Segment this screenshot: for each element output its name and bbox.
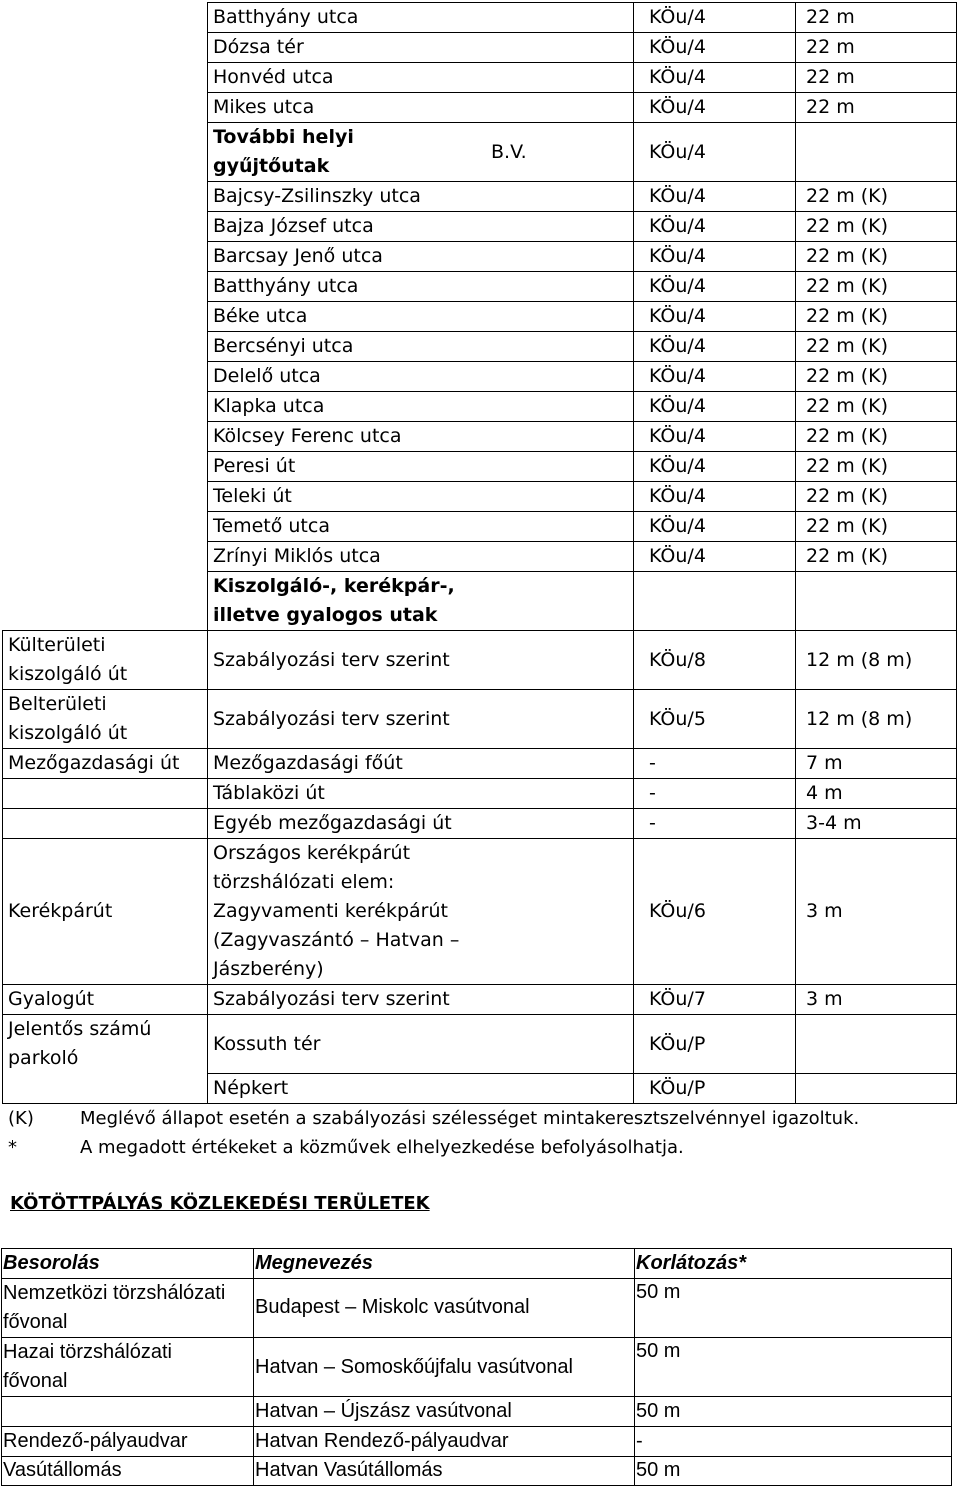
- regulation-code: KÖu/P: [649, 1032, 706, 1055]
- regulation-code: KÖu/4: [649, 484, 706, 507]
- road-width: 22 m (K): [806, 364, 889, 387]
- road-width: 3 m: [806, 987, 843, 1010]
- category-label: Gyalogút: [8, 987, 95, 1010]
- regulation-code: KÖu/4: [649, 65, 706, 88]
- road-width: 22 m: [806, 65, 855, 88]
- column-header-korlatozas: Korlátozás*: [636, 1251, 747, 1274]
- regulation-code: KÖu/4: [649, 334, 706, 357]
- street-name: Kossuth tér: [213, 1032, 321, 1055]
- street-name: Szabályozási terv szerint: [213, 707, 450, 730]
- road-width: 22 m (K): [806, 274, 889, 297]
- category-label: Külterületi kiszolgáló út: [8, 633, 128, 685]
- street-name: Peresi út: [213, 454, 296, 477]
- street-name: Teleki út: [213, 484, 292, 507]
- table-cell-name: Hatvan – Somoskőújfalu vasútvonal: [255, 1355, 573, 1378]
- road-width: 22 m (K): [806, 244, 889, 267]
- street-name: Mezőgazdasági főút: [213, 751, 403, 774]
- table-cell-category: Rendező-pályaudvar: [3, 1429, 188, 1452]
- table-cell-limit: 50 m: [636, 1340, 681, 1362]
- table-cell-name: Budapest – Miskolc vasútvonal: [255, 1296, 530, 1318]
- column-header-megnevezes: Megnevezés: [255, 1251, 373, 1274]
- footnote-text: A megadott értékeket a közművek elhelyezkedése befolyásolhatja.: [80, 1137, 684, 1158]
- road-width: 22 m (K): [806, 514, 889, 537]
- street-name: Kölcsey Ferenc utca: [213, 424, 402, 447]
- road-width: 22 m (K): [806, 334, 889, 357]
- road-width: 22 m (K): [806, 454, 889, 477]
- street-name: Táblaközi út: [213, 781, 325, 804]
- reference-mark: B.V.: [491, 140, 527, 163]
- street-name: Országos kerékpárút törzshálózati elem: Zagyvamenti kerékpárút (Zagyvaszántó – Hatvan – Jászberény): [213, 841, 460, 980]
- regulation-code: KÖu/4: [649, 35, 706, 58]
- category-label: Jelentős számú parkoló: [8, 1017, 152, 1069]
- road-width: 22 m (K): [806, 184, 889, 207]
- street-name: Batthyány utca: [213, 5, 359, 28]
- street-name: Delelő utca: [213, 364, 321, 387]
- category-label: Kerékpárút: [8, 899, 113, 922]
- regulation-code: KÖu/4: [649, 304, 706, 327]
- road-width: 4 m: [806, 781, 843, 804]
- street-name: Temető utca: [213, 514, 330, 537]
- street-name: Népkert: [213, 1076, 289, 1099]
- street-name: Bajcsy-Zsilinszky utca: [213, 184, 421, 207]
- road-width: 22 m (K): [806, 304, 889, 327]
- street-name: Batthyány utca: [213, 274, 359, 297]
- road-width: 3 m: [806, 899, 843, 922]
- road-width: 22 m: [806, 35, 855, 58]
- road-width: 22 m (K): [806, 484, 889, 507]
- group-heading: További helyi gyűjtőutak: [213, 125, 354, 177]
- street-name: Mikes utca: [213, 95, 315, 118]
- road-width: 22 m (K): [806, 424, 889, 447]
- road-width: 22 m (K): [806, 214, 889, 237]
- street-name: Bercsényi utca: [213, 334, 354, 357]
- regulation-code: KÖu/4: [649, 244, 706, 267]
- street-name: Zrínyi Miklós utca: [213, 544, 381, 567]
- footnote-text: Meglévő állapot esetén a szabályozási szélességet mintakeresztszelvénnyel igazoltuk.: [80, 1108, 860, 1129]
- footnote-symbol: (K): [8, 1108, 34, 1129]
- category-label: Belterületi kiszolgáló út: [8, 692, 128, 744]
- regulation-code: KÖu/4: [649, 364, 706, 387]
- road-width: 22 m: [806, 95, 855, 118]
- regulation-code: KÖu/P: [649, 1076, 706, 1099]
- regulation-code: KÖu/5: [649, 707, 706, 730]
- regulation-code: KÖu/4: [649, 274, 706, 297]
- table-cell-name: Hatvan Rendező-pályaudvar: [255, 1429, 509, 1452]
- road-width: 22 m (K): [806, 394, 889, 417]
- regulation-code: KÖu/4: [649, 5, 706, 28]
- regulation-code: KÖu/7: [649, 987, 706, 1010]
- footnote-symbol: *: [8, 1137, 17, 1158]
- regulation-code: KÖu/8: [649, 648, 706, 671]
- table-cell-limit: 50 m: [636, 1281, 681, 1303]
- section-title: KÖTÖTTPÁLYÁS KÖZLEKEDÉSI TERÜLETEK: [10, 1193, 430, 1214]
- road-width: 3-4 m: [806, 811, 862, 834]
- group-heading: Kiszolgáló-, kerékpár-, illetve gyalogos utak: [213, 574, 455, 626]
- table-cell-category: Vasútállomás: [3, 1459, 122, 1481]
- table-cell-limit: 50 m: [636, 1459, 681, 1481]
- column-header-besorolas: Besorolás: [3, 1251, 100, 1274]
- table-cell-limit: 50 m: [636, 1399, 681, 1422]
- category-label: Mezőgazdasági út: [8, 751, 180, 774]
- regulation-code: -: [649, 811, 656, 834]
- table-cell-category: Hazai törzshálózati fővonal: [3, 1340, 172, 1392]
- street-name: Barcsay Jenő utca: [213, 244, 383, 267]
- street-name: Klapka utca: [213, 394, 325, 417]
- table-cell-name: Hatvan – Újszász vasútvonal: [255, 1399, 512, 1422]
- street-name: Szabályozási terv szerint: [213, 987, 450, 1010]
- table-cell-name: Hatvan Vasútállomás: [255, 1459, 443, 1481]
- table-cell-category: Nemzetközi törzshálózati fővonal: [3, 1281, 226, 1333]
- street-name: Dózsa tér: [213, 35, 304, 58]
- street-name: Honvéd utca: [213, 65, 334, 88]
- road-width: 22 m (K): [806, 544, 889, 567]
- regulation-code: KÖu/4: [649, 95, 706, 118]
- road-width: 12 m (8 m): [806, 648, 913, 671]
- regulation-code: -: [649, 751, 656, 774]
- street-name: Egyéb mezőgazdasági út: [213, 811, 452, 834]
- regulation-code: -: [649, 781, 656, 804]
- regulation-code: KÖu/4: [649, 140, 706, 163]
- regulation-code: KÖu/4: [649, 184, 706, 207]
- regulation-code: KÖu/6: [649, 899, 706, 922]
- regulation-code: KÖu/4: [649, 424, 706, 447]
- table-cell-limit: -: [636, 1429, 643, 1452]
- regulation-code: KÖu/4: [649, 544, 706, 567]
- road-width: 22 m: [806, 5, 855, 28]
- street-name: Szabályozási terv szerint: [213, 648, 450, 671]
- road-width: 7 m: [806, 751, 843, 774]
- regulation-code: KÖu/4: [649, 214, 706, 237]
- regulation-code: KÖu/4: [649, 454, 706, 477]
- street-name: Béke utca: [213, 304, 308, 327]
- regulation-code: KÖu/4: [649, 394, 706, 417]
- street-name: Bajza József utca: [213, 214, 374, 237]
- road-width: 12 m (8 m): [806, 707, 913, 730]
- regulation-code: KÖu/4: [649, 514, 706, 537]
